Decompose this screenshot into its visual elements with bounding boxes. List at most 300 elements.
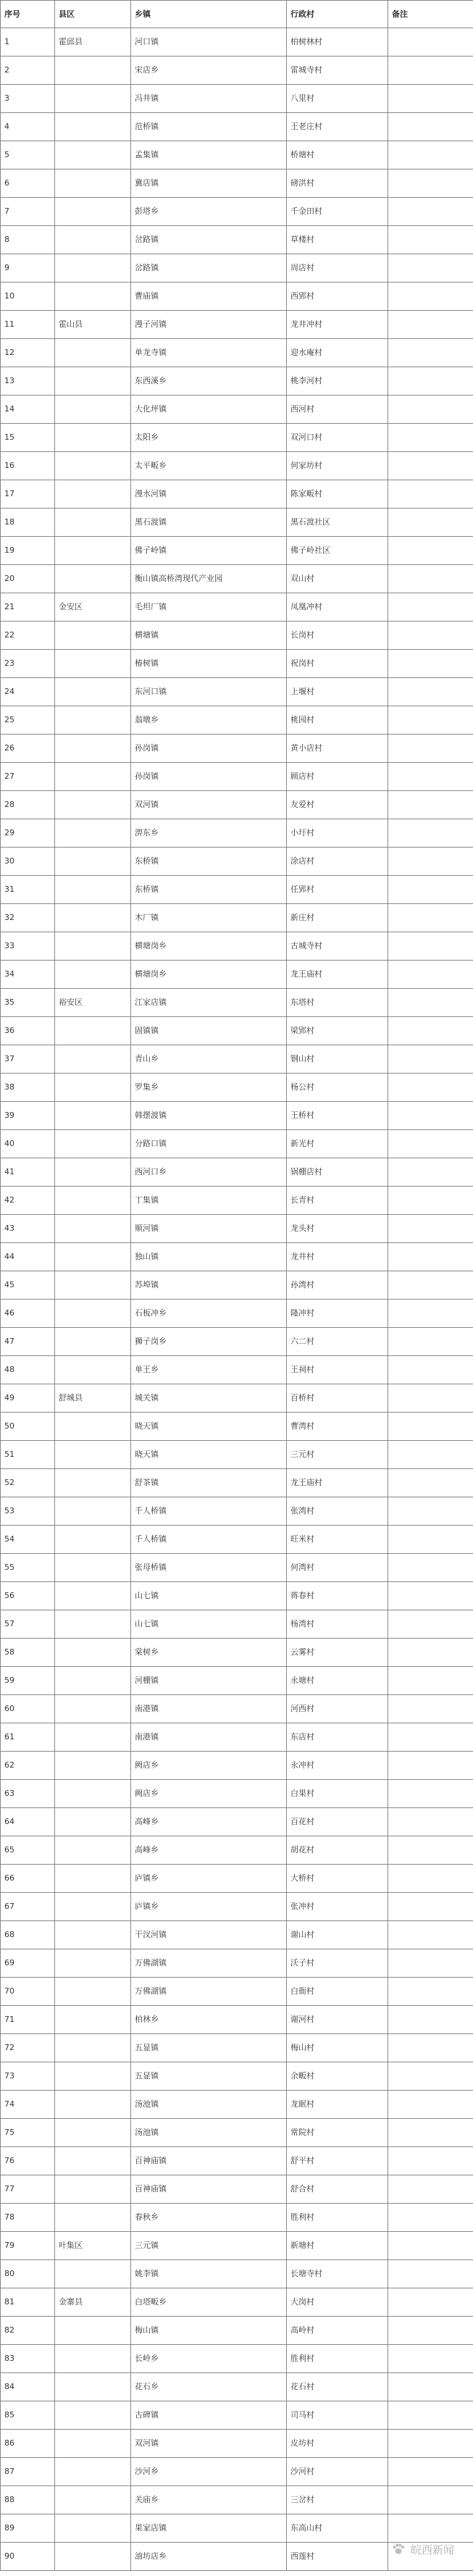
cell-township: 苏埠镇 — [131, 1271, 287, 1300]
cell-county: 金寨县 — [55, 2288, 131, 2317]
cell-township: 果家店镇 — [131, 2514, 287, 2543]
cell-index: 44 — [1, 1243, 55, 1271]
cell-remarks — [388, 170, 473, 198]
cell-village: 舒合村 — [287, 2175, 388, 2204]
cell-county — [55, 848, 131, 876]
table-row — [1, 113, 473, 141]
cell-county — [55, 2458, 131, 2486]
table-row — [1, 1187, 473, 1215]
cell-township: 韩摆渡镇 — [131, 1102, 287, 1130]
cell-county — [55, 283, 131, 311]
cell-village: 大岗村 — [287, 2288, 388, 2317]
table-row — [1, 254, 473, 283]
cell-township: 晓天镇 — [131, 1413, 287, 1441]
cell-township: 高峰乡 — [131, 1808, 287, 1836]
table-row — [1, 480, 473, 509]
cell-village: 西郢村 — [287, 283, 388, 311]
cell-township: 石板冲乡 — [131, 1300, 287, 1328]
cell-township: 百神庙镇 — [131, 2175, 287, 2204]
cell-township: 千人桥镇 — [131, 1497, 287, 1526]
cell-remarks — [388, 537, 473, 565]
cell-index: 24 — [1, 678, 55, 706]
table-row — [1, 396, 473, 424]
cell-county: 叶集区 — [55, 2232, 131, 2260]
cell-index: 31 — [1, 876, 55, 904]
cell-county — [55, 622, 131, 650]
table-row — [1, 1865, 473, 1893]
cell-index: 25 — [1, 706, 55, 735]
table-row — [1, 1328, 473, 1356]
cell-township: 舒茶镇 — [131, 1469, 287, 1497]
cell-village: 龙井冲村 — [287, 311, 388, 339]
cell-village: 千金田村 — [287, 198, 388, 226]
cell-index: 39 — [1, 1102, 55, 1130]
table-row — [1, 1836, 473, 1865]
cell-county — [55, 1243, 131, 1271]
cell-county — [55, 424, 131, 452]
cell-remarks — [388, 57, 473, 85]
cell-village: 双山村 — [287, 565, 388, 593]
cell-county — [55, 1780, 131, 1808]
cell-village: 龙王庙村 — [287, 961, 388, 989]
cell-village: 张湾村 — [287, 1497, 388, 1526]
cell-county: 裕安区 — [55, 989, 131, 1017]
cell-county — [55, 1441, 131, 1469]
cell-township: 单龙寺镇 — [131, 339, 287, 367]
cell-index: 57 — [1, 1610, 55, 1639]
cell-village: 梁郢村 — [287, 1017, 388, 1045]
cell-village: 西莲村 — [287, 2543, 388, 2571]
cell-village: 磅洪村 — [287, 170, 388, 198]
cell-remarks — [388, 1610, 473, 1639]
table-row — [1, 763, 473, 791]
cell-remarks — [388, 2006, 473, 2034]
cell-township: 庐镇乡 — [131, 1893, 287, 1921]
cell-county — [55, 2091, 131, 2119]
cell-remarks — [388, 509, 473, 537]
cell-village: 梅山村 — [287, 2034, 388, 2062]
table-row — [1, 28, 473, 57]
cell-village: 周店村 — [287, 254, 388, 283]
table-row — [1, 1667, 473, 1695]
table-row — [1, 1752, 473, 1780]
table-row — [1, 2288, 473, 2317]
table-row — [1, 170, 473, 198]
table-row — [1, 1300, 473, 1328]
cell-index: 73 — [1, 2062, 55, 2091]
cell-county — [55, 2119, 131, 2147]
cell-county — [55, 1017, 131, 1045]
table-row — [1, 1639, 473, 1667]
table-row — [1, 226, 473, 254]
cell-remarks — [388, 763, 473, 791]
cell-village: 云雾村 — [287, 1639, 388, 1667]
table-row — [1, 1413, 473, 1441]
table-row — [1, 735, 473, 763]
cell-index: 55 — [1, 1554, 55, 1582]
cell-village: 草楼村 — [287, 226, 388, 254]
cell-village: 皮坊村 — [287, 2430, 388, 2458]
cell-township: 淠东乡 — [131, 819, 287, 848]
cell-county — [55, 1497, 131, 1526]
cell-village: 黑石渡社区 — [287, 509, 388, 537]
cell-township: 东桥镇 — [131, 876, 287, 904]
table-row — [1, 2317, 473, 2345]
cell-index: 45 — [1, 1271, 55, 1300]
cell-index: 4 — [1, 113, 55, 141]
cell-remarks — [388, 1441, 473, 1469]
cell-remarks — [388, 1554, 473, 1582]
cell-remarks — [388, 989, 473, 1017]
cell-index: 26 — [1, 735, 55, 763]
cell-remarks — [388, 1836, 473, 1865]
paw-logo-icon — [390, 2541, 406, 2557]
cell-county — [55, 735, 131, 763]
cell-village: 河西村 — [287, 1695, 388, 1723]
cell-county: 舒城县 — [55, 1384, 131, 1413]
cell-village: 锅棚店村 — [287, 1158, 388, 1187]
cell-village: 任郢村 — [287, 876, 388, 904]
cell-township: 五显镇 — [131, 2034, 287, 2062]
table-row — [1, 1356, 473, 1384]
cell-village: 东高山村 — [287, 2514, 388, 2543]
cell-township: 毛坦厂镇 — [131, 593, 287, 622]
cell-township: 万佛湖镇 — [131, 1949, 287, 1978]
table-row — [1, 1384, 473, 1413]
cell-village: 高岭村 — [287, 2317, 388, 2345]
cell-township: 丁集镇 — [131, 1187, 287, 1215]
cell-index: 11 — [1, 311, 55, 339]
cell-remarks — [388, 1695, 473, 1723]
cell-township: 太平畈乡 — [131, 452, 287, 480]
table-row — [1, 1949, 473, 1978]
cell-index: 88 — [1, 2486, 55, 2514]
cell-remarks — [388, 141, 473, 170]
cell-county — [55, 254, 131, 283]
table-row — [1, 932, 473, 961]
cell-township: 春秋乡 — [131, 2204, 287, 2232]
cell-index: 66 — [1, 1865, 55, 1893]
cell-village: 孙湾村 — [287, 1271, 388, 1300]
cell-county — [55, 2373, 131, 2401]
table-row — [1, 819, 473, 848]
cell-index: 64 — [1, 1808, 55, 1836]
cell-remarks — [388, 480, 473, 509]
cell-county — [55, 1667, 131, 1695]
cell-township: 长岭乡 — [131, 2345, 287, 2373]
cell-index: 8 — [1, 226, 55, 254]
header-index: 序号 — [1, 1, 55, 28]
cell-index: 54 — [1, 1526, 55, 1554]
cell-remarks — [388, 1667, 473, 1695]
cell-county — [55, 2175, 131, 2204]
cell-remarks — [388, 2317, 473, 2345]
cell-county — [55, 1921, 131, 1949]
cell-township: 横塘岗乡 — [131, 961, 287, 989]
cell-village: 新庄村 — [287, 904, 388, 932]
cell-county — [55, 1413, 131, 1441]
cell-township: 顺河镇 — [131, 1215, 287, 1243]
table-row — [1, 1469, 473, 1497]
cell-remarks — [388, 1130, 473, 1158]
table-row — [1, 1780, 473, 1808]
table-row — [1, 1271, 473, 1300]
cell-remarks — [388, 2430, 473, 2458]
table-row — [1, 1695, 473, 1723]
cell-village: 黄小店村 — [287, 735, 388, 763]
table-row — [1, 1243, 473, 1271]
cell-county — [55, 1639, 131, 1667]
cell-county — [55, 1865, 131, 1893]
table-row — [1, 1582, 473, 1610]
cell-remarks — [388, 226, 473, 254]
cell-township: 漫子河镇 — [131, 311, 287, 339]
cell-index: 87 — [1, 2458, 55, 2486]
table-row — [1, 904, 473, 932]
cell-index: 40 — [1, 1130, 55, 1158]
cell-remarks — [388, 1978, 473, 2006]
cell-township: 横塘岗乡 — [131, 932, 287, 961]
cell-county — [55, 565, 131, 593]
cell-township: 白塔畈乡 — [131, 2288, 287, 2317]
cell-index: 33 — [1, 932, 55, 961]
cell-remarks — [388, 2119, 473, 2147]
cell-remarks — [388, 622, 473, 650]
cell-village: 谢河村 — [287, 2006, 388, 2034]
cell-remarks — [388, 1045, 473, 1074]
cell-village: 隆冲村 — [287, 1300, 388, 1328]
cell-village: 长岗村 — [287, 622, 388, 650]
cell-county — [55, 1102, 131, 1130]
cell-remarks — [388, 396, 473, 424]
cell-remarks — [388, 2204, 473, 2232]
cell-county — [55, 1752, 131, 1780]
cell-index: 61 — [1, 1723, 55, 1752]
cell-index: 82 — [1, 2317, 55, 2345]
cell-index: 3 — [1, 85, 55, 113]
cell-index: 22 — [1, 622, 55, 650]
cell-county — [55, 339, 131, 367]
cell-village: 龙王庙村 — [287, 1469, 388, 1497]
table-row — [1, 2119, 473, 2147]
cell-township: 高峰乡 — [131, 1836, 287, 1865]
cell-county — [55, 367, 131, 396]
cell-county — [55, 170, 131, 198]
cell-county — [55, 2147, 131, 2175]
cell-village: 三元村 — [287, 1441, 388, 1469]
cell-county — [55, 480, 131, 509]
table-row — [1, 1921, 473, 1949]
cell-village: 常院村 — [287, 2119, 388, 2147]
cell-village: 余畈村 — [287, 2062, 388, 2091]
cell-township: 山七镇 — [131, 1582, 287, 1610]
cell-index: 7 — [1, 198, 55, 226]
table-row — [1, 1526, 473, 1554]
cell-township: 冀店镇 — [131, 170, 287, 198]
cell-county — [55, 2401, 131, 2430]
cell-township: 阙店乡 — [131, 1780, 287, 1808]
table-row — [1, 2091, 473, 2119]
table-row — [1, 1893, 473, 1921]
cell-index: 89 — [1, 2514, 55, 2543]
cell-index: 30 — [1, 848, 55, 876]
cell-index: 21 — [1, 593, 55, 622]
cell-remarks — [388, 85, 473, 113]
table-row — [1, 791, 473, 819]
table-row — [1, 339, 473, 367]
cell-village: 古城寺村 — [287, 932, 388, 961]
table-row — [1, 1017, 473, 1045]
cell-remarks — [388, 2514, 473, 2543]
cell-county: 霍邱县 — [55, 28, 131, 57]
cell-remarks — [388, 1413, 473, 1441]
cell-village: 沙河村 — [287, 2458, 388, 2486]
cell-county — [55, 141, 131, 170]
cell-index: 51 — [1, 1441, 55, 1469]
cell-index: 63 — [1, 1780, 55, 1808]
cell-remarks — [388, 593, 473, 622]
table-row — [1, 2345, 473, 2373]
table-row — [1, 367, 473, 396]
cell-township: 张母桥镇 — [131, 1554, 287, 1582]
cell-remarks — [388, 1300, 473, 1328]
cell-township: 分路口镇 — [131, 1130, 287, 1158]
cell-index: 77 — [1, 2175, 55, 2204]
cell-county — [55, 1469, 131, 1497]
cell-village: 三岔村 — [287, 2486, 388, 2514]
cell-index: 14 — [1, 396, 55, 424]
cell-village: 王老庄村 — [287, 113, 388, 141]
cell-remarks — [388, 735, 473, 763]
cell-index: 84 — [1, 2373, 55, 2401]
cell-village: 新塘村 — [287, 2232, 388, 2260]
cell-county — [55, 1215, 131, 1243]
cell-remarks — [388, 2147, 473, 2175]
table-row — [1, 706, 473, 735]
table-row — [1, 876, 473, 904]
cell-county — [55, 1158, 131, 1187]
cell-index: 49 — [1, 1384, 55, 1413]
cell-index: 34 — [1, 961, 55, 989]
table-body — [1, 28, 473, 2571]
cell-township: 大化坪镇 — [131, 396, 287, 424]
cell-county — [55, 537, 131, 565]
table-row — [1, 2175, 473, 2204]
cell-county — [55, 2486, 131, 2514]
cell-township: 棠树乡 — [131, 1639, 287, 1667]
cell-village: 顾店村 — [287, 763, 388, 791]
cell-township: 漫水河镇 — [131, 480, 287, 509]
cell-township: 南港镇 — [131, 1723, 287, 1752]
cell-index: 67 — [1, 1893, 55, 1921]
cell-township: 宋店乡 — [131, 57, 287, 85]
cell-index: 28 — [1, 791, 55, 819]
cell-remarks — [388, 1865, 473, 1893]
cell-county: 霍山县 — [55, 311, 131, 339]
cell-township: 百神庙镇 — [131, 2147, 287, 2175]
table-row — [1, 311, 473, 339]
header-township: 乡镇 — [131, 1, 287, 28]
cell-county — [55, 1074, 131, 1102]
cell-township: 罗集乡 — [131, 1074, 287, 1102]
cell-remarks — [388, 2345, 473, 2373]
table-row — [1, 1723, 473, 1752]
table-row — [1, 1215, 473, 1243]
table-row — [1, 85, 473, 113]
header-remarks: 备注 — [388, 1, 473, 28]
cell-county — [55, 1836, 131, 1865]
cell-remarks — [388, 1102, 473, 1130]
table-row — [1, 1497, 473, 1526]
cell-index: 32 — [1, 904, 55, 932]
cell-index: 19 — [1, 537, 55, 565]
table-row — [1, 2147, 473, 2175]
cell-county — [55, 1610, 131, 1639]
cell-village: 西河村 — [287, 396, 388, 424]
cell-county — [55, 1949, 131, 1978]
cell-county — [55, 452, 131, 480]
cell-index: 43 — [1, 1215, 55, 1243]
cell-village: 司马村 — [287, 2401, 388, 2430]
cell-remarks — [388, 424, 473, 452]
cell-remarks — [388, 678, 473, 706]
cell-index: 12 — [1, 339, 55, 367]
cell-index: 78 — [1, 2204, 55, 2232]
cell-township: 关庙乡 — [131, 2486, 287, 2514]
cell-township: 干汊河镇 — [131, 1921, 287, 1949]
cell-remarks — [388, 1469, 473, 1497]
cell-county — [55, 226, 131, 254]
cell-index: 72 — [1, 2034, 55, 2062]
watermark-text: 皖西新闻 — [410, 2543, 454, 2556]
cell-index: 16 — [1, 452, 55, 480]
cell-index: 71 — [1, 2006, 55, 2034]
cell-township: 柏林乡 — [131, 2006, 287, 2034]
cell-county — [55, 1723, 131, 1752]
cell-county — [55, 2204, 131, 2232]
cell-county — [55, 1554, 131, 1582]
cell-remarks — [388, 1328, 473, 1356]
cell-township: 黑石渡镇 — [131, 509, 287, 537]
table-row — [1, 2514, 473, 2543]
cell-index: 5 — [1, 141, 55, 170]
cell-index: 18 — [1, 509, 55, 537]
cell-index: 65 — [1, 1836, 55, 1865]
cell-village: 友爱村 — [287, 791, 388, 819]
cell-index: 27 — [1, 763, 55, 791]
cell-remarks — [388, 1949, 473, 1978]
cell-township: 晓天镇 — [131, 1441, 287, 1469]
cell-county — [55, 904, 131, 932]
cell-remarks — [388, 2373, 473, 2401]
cell-village: 杨公村 — [287, 1074, 388, 1102]
cell-index: 37 — [1, 1045, 55, 1074]
header-county: 县区 — [55, 1, 131, 28]
table-row — [1, 537, 473, 565]
cell-county — [55, 932, 131, 961]
cell-village: 花石村 — [287, 2373, 388, 2401]
table-row — [1, 2062, 473, 2091]
table-row — [1, 1102, 473, 1130]
cell-remarks — [388, 2232, 473, 2260]
cell-township: 曹庙镇 — [131, 283, 287, 311]
cell-county — [55, 678, 131, 706]
cell-remarks — [388, 1187, 473, 1215]
cell-county — [55, 1356, 131, 1384]
cell-index: 23 — [1, 650, 55, 678]
table-row — [1, 622, 473, 650]
table-row — [1, 2401, 473, 2430]
